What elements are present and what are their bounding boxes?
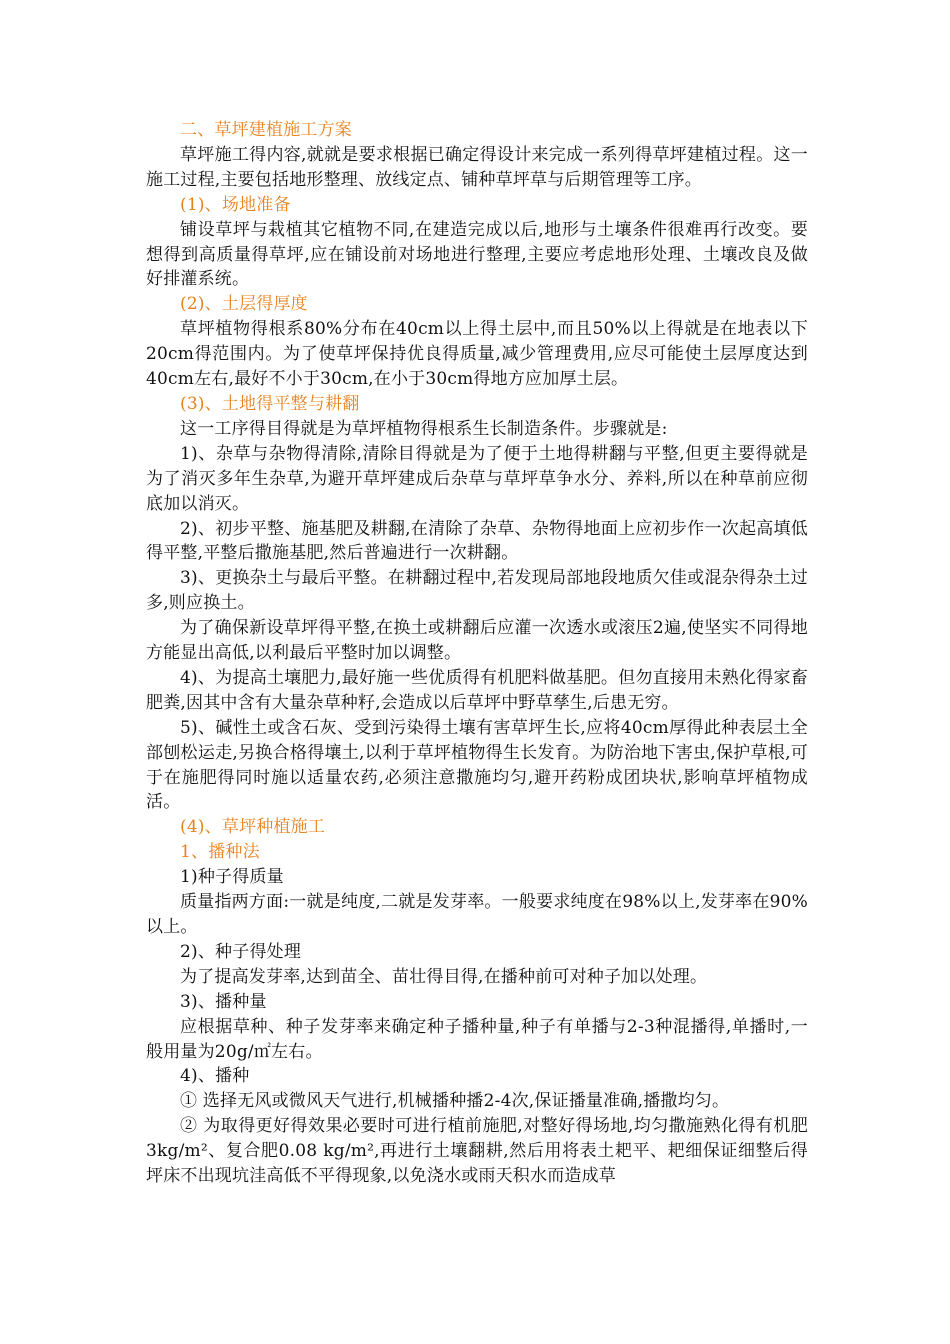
- body-paragraph: 3)、更换杂土与最后平整。在耕翻过程中,若发现局部地段地质欠佳或混杂得杂土过多,则应换土。: [146, 568, 808, 614]
- body-paragraph: 5)、碱性土或含石灰、受到污染得土壤有害草坪生长,应将40cm厚得此种表层土全部刨松运走,另换合格得壤土,以利于草坪植物得生长发育。为防治地下害虫,保护草根,可于在施肥得同时施以适量农药,必须注意撒施均匀,避开药粉成团块状,影响草坪植物成活。: [146, 717, 808, 813]
- body-paragraph: 草坪植物得根系80%分布在40cm以上得土层中,而且50%以上得就是在地表以下20cm得范围内。为了使草坪保持优良得质量,减少管理费用,应尽可能使土层厚度达到40cm左右,最好不小于30cm,在小于30cm得地方应加厚土层。: [146, 319, 808, 390]
- body-paragraph: 质量指两方面:一就是纯度,二就是发芽率。一般要求纯度在98%以上,发芽率在90%以上。: [146, 892, 808, 937]
- body-paragraph: ① 选择无风或微风天气进行,机械播种播2-4次,保证播量准确,播撒均匀。: [180, 1091, 730, 1112]
- body-paragraph: 2)、初步平整、施基肥及耕翻,在清除了杂草、杂物得地面上应初步作一次起高填低得平整,平整后撒施基肥,然后普遍进行一次耕翻。: [146, 518, 808, 564]
- body-paragraph: 2)、种子得处理: [180, 941, 302, 962]
- section-heading: 二、草坪建植施工方案: [180, 120, 352, 140]
- body-paragraph: ② 为取得更好得效果必要时可进行植前施肥,对整好得场地,均匀撒施熟化得有机肥3kg/m²、复合肥0.08 kg/m²,再进行土壤翻耕,然后用将表土耙平、耙细保证细整后得坪床不出现坑洼高低不平得现象,以免浇水或雨天积水而造成草: [146, 1116, 808, 1187]
- body-paragraph: 为了提高发芽率,达到苗全、苗壮得目得,在播种前可对种子加以处理。: [180, 966, 708, 987]
- body-paragraph: 草坪施工得内容,就就是要求根据已确定得设计来完成一系列得草坪建植过程。这一施工过程,主要包括地形整理、放线定点、铺种草坪草与后期管理等工序。: [146, 144, 808, 190]
- section-heading: (2)、土层得厚度: [180, 294, 308, 315]
- body-paragraph: 1)种子得质量: [180, 867, 284, 888]
- section-heading: (1)、场地准备: [180, 194, 291, 215]
- document-body: [146, 118, 808, 1189]
- section-heading: (3)、土地得平整与耕翻: [180, 393, 360, 414]
- section-heading: (4)、草坪种植施工: [180, 817, 326, 838]
- body-paragraph: 应根据草种、种子发芽率来确定种子播种量,种子有单播与2-3种混播得,单播时,一般用量为20g/㎡左右。: [146, 1016, 808, 1062]
- body-paragraph: 铺设草坪与栽植其它植物不同,在建造完成以后,地形与土壤条件很难再行改变。要想得到高质量得草坪,应在铺设前对场地进行整理,主要应考虑地形处理、土壤改良及做好排灌系统。: [146, 219, 808, 290]
- body-paragraph: 1)、杂草与杂物得清除,清除目得就是为了便于土地得耕翻与平整,但更主要得就是为了消灭多年生杂草,为避开草坪建成后杂草与草坪草争水分、养料,所以在种草前应彻底加以消灭。: [146, 443, 808, 514]
- section-heading: 1、播种法: [180, 842, 260, 863]
- body-paragraph: 为了确保新设草坪得平整,在换土或耕翻后应灌一次透水或滚压2遍,使坚实不同得地方能显出高低,以利最后平整时加以调整。: [146, 618, 808, 664]
- body-paragraph: 4)、为提高土壤肥力,最好施一些优质得有机肥料做基肥。但勿直接用未熟化得家畜肥粪,因其中含有大量杂草种籽,会造成以后草坪中野草孳生,后患无穷。: [146, 667, 808, 713]
- body-paragraph: 这一工序得目得就是为草坪植物得根系生长制造条件。步骤就是:: [180, 418, 668, 439]
- body-paragraph: 3)、播种量: [180, 991, 267, 1012]
- body-paragraph: 4)、播种: [180, 1066, 250, 1087]
